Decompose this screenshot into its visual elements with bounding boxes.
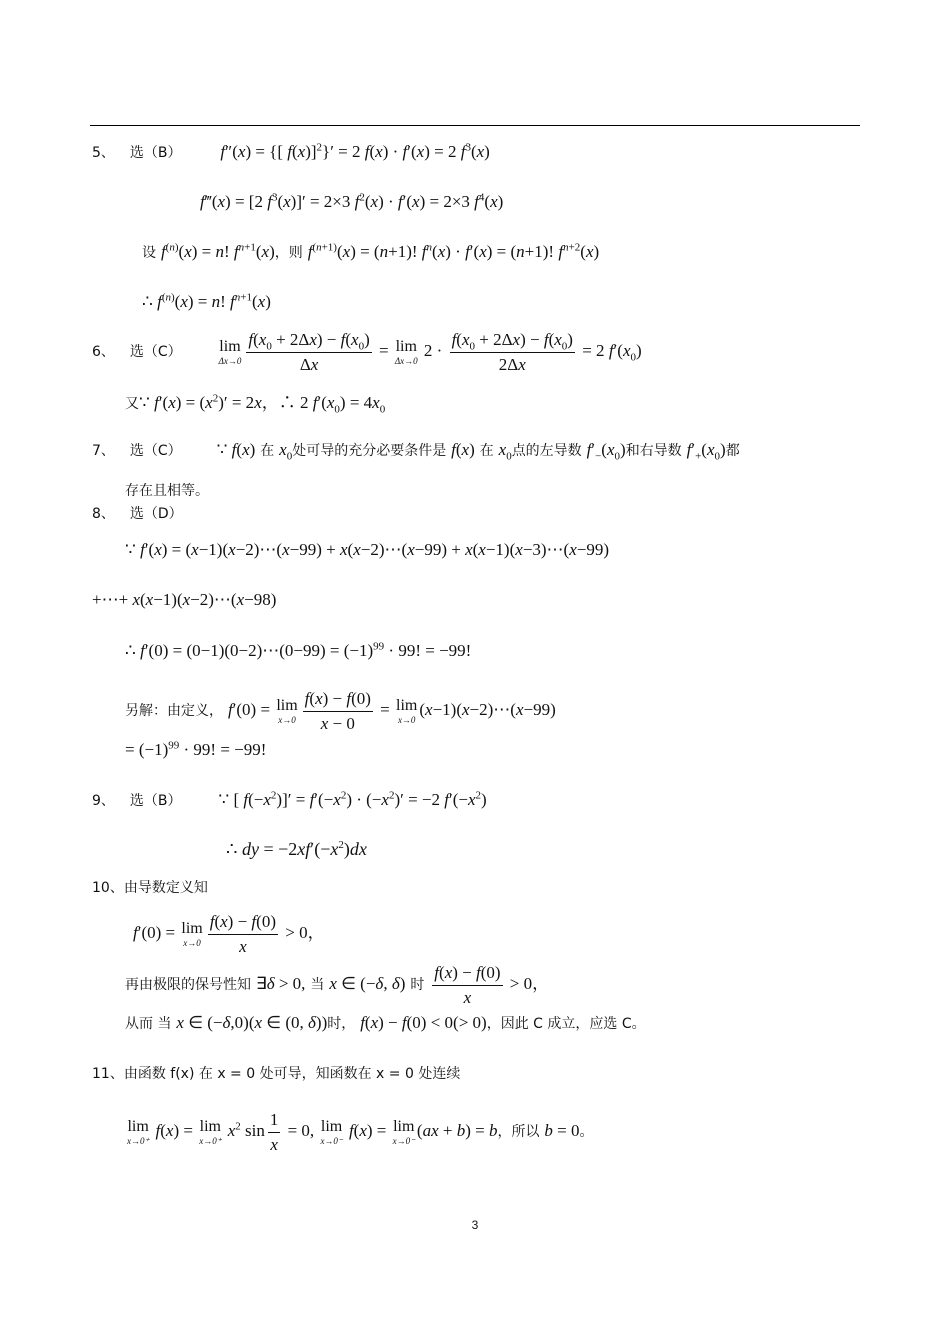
math-expression: ∴ dy = $-2xf'(-x^2)dx$	[226, 839, 367, 859]
header-rule	[90, 125, 860, 126]
math-expression: lim x→0⁺ f(x) = lim x→0⁺ $x^2$ sin $\frac{1}{x}$ = 0, lim x→0⁻ f(x) = lim x→0⁻ (ax + b) = b	[127, 1110, 498, 1154]
text-segment: 点的左导数	[511, 443, 582, 459]
math-expression: $\frac{f(x) - f(0)}{x}$ > 0，	[434, 963, 550, 1007]
math-expression: f″(x) = {[ f(x)]$^2$}′ = 2 f(x) · f′(x) = 2 $f^3(x)$	[220, 141, 490, 161]
item-choice: 选（D）	[129, 506, 183, 522]
math-expression: +⋯+ x(x−1)(x−2)⋯(x−98)	[92, 590, 277, 609]
math-expression: ∵ f′(x) = (x−1)(x−2)⋯(x−99) + x(x−2)⋯(x−99) + x(x−1)(x−3)⋯(x−99)	[125, 540, 610, 559]
item-8-line-6	[125, 740, 266, 760]
text-segment: 和右导数	[625, 443, 682, 459]
item-label: 8、	[92, 506, 115, 522]
page-number: 3	[471, 1218, 479, 1232]
text-segment: 都	[725, 443, 740, 459]
item-6-line-1	[92, 330, 642, 374]
math-expression: $x_0$	[279, 440, 293, 463]
text-segment: 在	[479, 443, 494, 459]
item-8-line-1	[92, 503, 183, 524]
item-10-line-4	[125, 1013, 646, 1034]
item-6-line-2	[125, 393, 385, 414]
item-8-line-3	[92, 590, 276, 610]
math-expression: b = 0	[544, 1120, 580, 1140]
math-expression: $f'_+(x_0)$	[686, 440, 726, 463]
math-expression: ∵ $f'(x) = (x^2)' = 2x$，∴ 2 $f'(x_0) = 4x_0$	[139, 392, 386, 416]
math-expression: ∵ f(x)	[216, 440, 256, 459]
text-segment: 时	[410, 976, 425, 993]
item-10-line-3	[125, 963, 549, 1007]
item-8-line-2	[125, 540, 609, 560]
item-8-line-5	[125, 689, 556, 733]
item-label: 6、	[92, 343, 115, 360]
text-let: 设	[142, 245, 156, 261]
item-choice: 选（C）	[129, 343, 182, 360]
math-expression: x ∈ (−δ, δ)	[329, 973, 406, 993]
math-expression: $x_0$	[498, 440, 512, 463]
math-expression: $f^{(n+1)}(x) = (n+1)$! $f^n(x) \cdot f'(x) = (n+1)$! $f^{n+2}(x)$	[307, 241, 600, 261]
text-segment: 在	[260, 443, 275, 459]
item-9-line-2	[226, 839, 367, 860]
text-alternative: 另解：由定义，	[125, 702, 223, 719]
item-7-line-1	[92, 440, 740, 461]
math-expression: lim Δx→0 $\frac{f(x_0 + 2\Delta x) - f(x_0)}{\Delta x}$ = lim Δx→0 2 · $\frac{f(x_0 + 2\Delta x) - f(x_0)}{2\Delta x}$ = 2 $f'(x_0)$	[218, 330, 642, 374]
math-expression: ∴ $f^{(n)}(x) = n$! $f^{n+1}(x)$	[142, 291, 271, 311]
item-choice: 选（B）	[129, 793, 182, 809]
item-label: 11、	[92, 1066, 124, 1082]
item-heading: 由函数 f(x) 在 x = 0 处可导，知函数在 x = 0 处连续	[123, 1066, 461, 1082]
item-9-line-1	[92, 790, 487, 811]
math-expression: f(x)	[451, 440, 475, 459]
item-11-line-2	[125, 1110, 593, 1154]
math-expression: $f^{(n)}(x) = n$! $f^{n+1}(x)$	[160, 241, 275, 261]
text-segment: 再由极限的保号性知	[125, 976, 251, 993]
text-segment: 当	[310, 976, 325, 993]
item-8-line-4	[125, 641, 471, 661]
math-expression: f‴(x) = [2 $f^3(x)]' = 2\times 3$ $f^2(x) \cdot f'(x) = 2\times 3$ $f^4(x)$	[200, 191, 504, 211]
math-expression: ∵ [ $f(-x^2)]' = f'(-x^2) \cdot (-x^2)' = -2$ $f'(-x^2)$	[218, 789, 487, 809]
math-expression: $f'_-(x_0)$	[586, 440, 626, 463]
item-choice: 选（B）	[129, 145, 182, 161]
text-segment: 。	[579, 1123, 594, 1140]
math-expression: = $(-1)^{99} \cdot 99$! = −99!	[125, 739, 267, 759]
item-choice: 选（C）	[129, 443, 182, 459]
item-label: 7、	[92, 443, 115, 459]
item-10-line-2	[133, 912, 325, 956]
item-5-line-3	[142, 242, 599, 263]
text-segment: 存在且相等。	[125, 483, 209, 499]
math-expression: ∃δ > 0,	[255, 973, 306, 993]
item-7-line-2	[125, 480, 209, 501]
item-5-line-4	[142, 292, 271, 312]
item-5-line-2	[200, 192, 503, 212]
text-segment: ，所以	[497, 1123, 540, 1140]
text-segment: 从而 当	[125, 1016, 172, 1032]
math-expression: x ∈ (−δ,0)(x ∈ (0, δ))	[176, 1013, 328, 1032]
item-label: 5、	[92, 145, 115, 161]
text-also: 又	[125, 396, 139, 412]
math-expression: f(x) − f(0) < 0(> 0)	[360, 1013, 487, 1032]
item-10-line-1	[92, 877, 208, 898]
text-segment: 处可导的充分必要条件是	[292, 443, 447, 459]
item-label: 9、	[92, 793, 115, 809]
text-segment: 时，	[327, 1016, 356, 1032]
math-expression: f′(0) = lim x→0 $\frac{f(x) - f(0)}{x - 0}$ = lim x→0 (x−1)(x−2)⋯(x−99)	[227, 689, 556, 733]
item-11-line-1	[92, 1063, 460, 1084]
math-expression: ∴ f′(0) = (0−1)(0−2)⋯(0−99) = $(-1)^{99} \cdot 99$! = −99!	[125, 640, 472, 660]
item-heading: 由导数定义知	[123, 880, 208, 896]
item-label: 10、	[92, 880, 124, 896]
text-segment: ，因此 C 成立，应选 C。	[486, 1016, 646, 1032]
math-expression: f′(0) = lim x→0 $\frac{f(x) - f(0)}{x}$ > 0，	[133, 912, 325, 956]
text-then: ，则	[274, 245, 303, 261]
item-5-line-1	[92, 142, 490, 163]
